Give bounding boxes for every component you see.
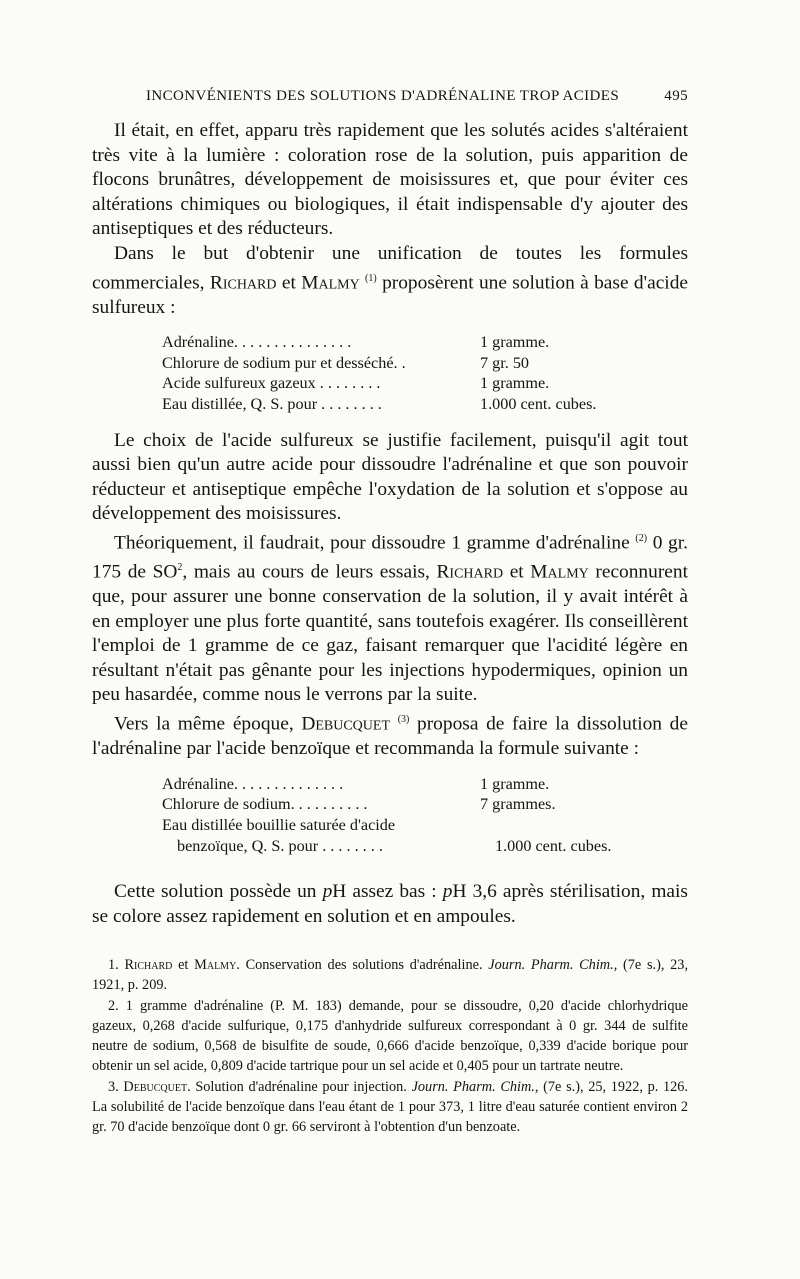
journal-title: Journ. Pharm. Chim. xyxy=(411,1078,535,1095)
formula-ingredient: Adrénaline. . . . . . . . . . . . . . xyxy=(162,774,344,793)
footnote-ref: (3) xyxy=(397,714,410,726)
author-name: Malmy xyxy=(530,561,589,583)
footnote-text: . Solution d'adrénaline pour injection. xyxy=(187,1078,407,1095)
footnote-3 xyxy=(92,1077,688,1138)
footnote-1 xyxy=(92,955,688,995)
running-header xyxy=(92,88,688,105)
page-number: 495 xyxy=(664,88,688,104)
formula-row xyxy=(162,815,688,836)
formula-subscript: 2 xyxy=(177,562,183,574)
footnote-ref: (2) xyxy=(635,532,648,544)
footnote-number: 1. xyxy=(108,957,119,974)
author-name: Richard xyxy=(209,272,277,294)
ph-symbol: p xyxy=(442,881,453,903)
citation: , (7e s.), 23, 1921, p. 209. xyxy=(92,957,689,994)
formula-row xyxy=(162,794,688,815)
formula-quantity: 1.000 cent. cubes. xyxy=(495,836,612,855)
formula-benzoique xyxy=(162,774,688,856)
formula-quantity: 7 grammes. xyxy=(480,795,556,814)
formula-quantity: 1 gramme. xyxy=(480,374,550,393)
formula-ingredient: Eau distillée, Q. S. pour . . . . . . . . xyxy=(162,395,382,413)
footnote-number: 3. xyxy=(108,1078,119,1095)
formula-ingredient: Chlorure de sodium. . . . . . . . . . xyxy=(162,795,368,814)
formula-ingredient: Adrénaline. . . . . . . . . . . . . . . xyxy=(162,333,352,352)
author-name: Richard xyxy=(124,957,173,974)
paragraph-4 xyxy=(92,527,688,708)
body-text xyxy=(92,119,688,929)
author-name: Richard xyxy=(436,561,504,583)
document-page xyxy=(92,88,688,1137)
formula-row xyxy=(162,353,688,374)
paragraph-5-text: Vers la même époque, xyxy=(114,713,294,735)
footnote-text: . Conservation des solutions d'adrénaline. xyxy=(236,957,483,974)
paragraph-3: Le choix de l'acide sulfureux se justifie facilement, puisqu'il agit tout aussi bien qu'un autre acide pour dissoudre l'adrénaline et que son pouvoir réducteur et antiseptique empêche l'oxydation de la solution et s'oppose au développement des moisissures. xyxy=(92,429,688,525)
formula-row xyxy=(162,836,688,857)
paragraph-4-text: reconnurent que, pour assurer une bonne conservation de la solution, il y avait intérêt à en employer une plus forte quantité, sans toutefois exagérer. Ils conseillèrent l'emploi de 1 gramme de ce gaz, faisant remarquer que l'acidité légère en résultant n'était pas gênante pour les injections hypodermiques, opinion un peu hasardée, comme nous le verrons par la suite. xyxy=(92,561,688,706)
author-name: Malmy xyxy=(194,957,237,974)
paragraph-2-text: proposèrent une solution à base d'acide sulfureux : xyxy=(92,272,688,318)
formula-quantity: 7 gr. 50 xyxy=(480,353,530,372)
paragraph-4-text: 0 gr. 175 de SO xyxy=(92,532,688,583)
formula-row xyxy=(162,774,688,795)
author-name: Debucquet xyxy=(123,1078,188,1095)
formula-ingredient: Acide sulfureux gazeux . . . . . . . . xyxy=(162,374,381,393)
running-title: INCONVÉNIENTS DES SOLUTIONS D'ADRÉNALINE TROP ACIDES xyxy=(146,88,620,104)
formula-quantity: 1 gramme. xyxy=(480,333,550,352)
paragraph-1: Il était, en effet, apparu très rapidement que les solutés acides s'altéraient très vite à la lumière : coloration rose de la solution, puis apparition de flocons brunâtres, développement de moisissures et, que pour éviter ces altérations chimiques ou biologiques, il était indispensable d'y ajouter des antiseptiques et des réducteurs. xyxy=(92,120,688,240)
paragraph-4-text: , mais au cours de leurs essais, xyxy=(182,561,430,583)
paragraph-5-text: proposa de faire la dissolution de l'adrénaline par l'acide benzoïque et recommanda la formule suivante : xyxy=(92,713,688,760)
citation: , (7e s.), 25, 1922, p. 126. La solubilité de l'acide benzoïque dans l'eau étant de 1 pour 373, 1 litre d'eau saturée contient environ 2 gr. 70 d'acide benzoïque dont 0 gr. 66 serviront à l'obtention d'un benzoate. xyxy=(92,1078,689,1135)
conjunction: et xyxy=(178,957,189,974)
author-name: Malmy xyxy=(301,272,360,294)
footnotes xyxy=(92,955,688,1137)
formula-ingredient: benzoïque, Q. S. pour . . . . . . . . xyxy=(177,836,383,855)
conjunction: et xyxy=(281,272,296,294)
formula-row xyxy=(162,332,688,353)
formula-ingredient: Eau distillée bouillie saturée d'acide xyxy=(162,815,396,834)
paragraph-2-text: Dans le but d'obtenir une unification de toutes les formules commerciales, xyxy=(92,242,688,294)
formula-row xyxy=(162,373,688,394)
paragraph-4-text: Théoriquement, il faudrait, pour dissoudre 1 gramme d'adrénaline xyxy=(114,532,630,554)
conjunction: et xyxy=(509,561,524,583)
formula-quantity: 1.000 cent. cubes. xyxy=(480,395,597,413)
author-name: Debucquet xyxy=(301,713,391,735)
paragraph-6 xyxy=(92,880,688,929)
paragraph-6-text: H 3,6 après stérilisation, mais se colore assez rapidement en solution et en ampoules. xyxy=(92,881,688,927)
paragraph-2 xyxy=(92,242,688,320)
paragraph-6-text: H assez bas : xyxy=(332,881,437,903)
formula-row xyxy=(162,394,688,415)
footnote-ref: (1) xyxy=(365,272,377,284)
paragraph-6-text: Cette solution possède un xyxy=(114,881,317,903)
ph-symbol: p xyxy=(322,881,333,903)
formula-sulfureux xyxy=(162,332,688,414)
formula-ingredient: Chlorure de sodium pur et desséché. . xyxy=(162,353,406,372)
paragraph-5 xyxy=(92,708,688,762)
journal-title: Journ. Pharm. Chim. xyxy=(488,957,614,974)
formula-quantity: 1 gramme. xyxy=(480,774,550,793)
footnote-2: 2. 1 gramme d'adrénaline (P. M. 183) demande, pour se dissoudre, 0,20 d'acide chlorhydrique gazeux, 0,268 d'acide sulfurique, 0,175 d'anhydride sulfureux correspondant à 0 gr. 344 de sulfite neutre de sodium, 0,568 de bisulfite de soude, 0,666 d'acide benzoïque, 0,339 d'acide borique pour obtenir un sel acide, 0,809 d'acide tartrique pour un sel acide et 0,405 pour un tartrate neutre. xyxy=(92,997,688,1075)
